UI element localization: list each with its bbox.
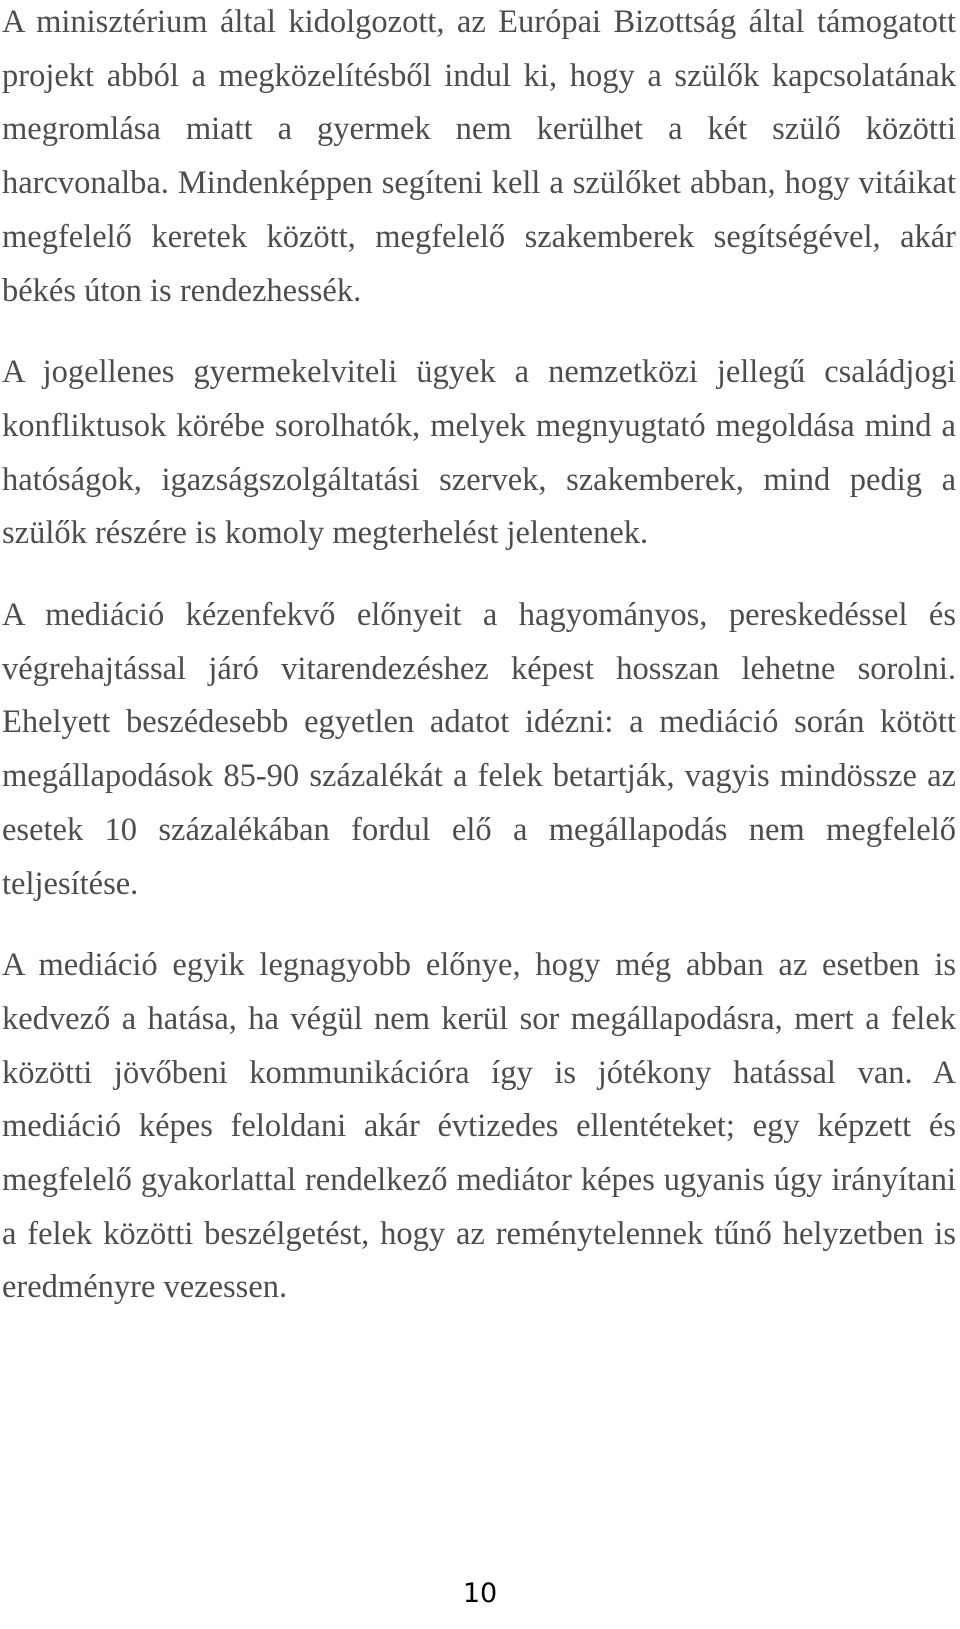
paragraph-4: A mediáció egyik legnagyobb előnye, hogy még abban az esetben is kedvező a hatása, ha végül nem kerül sor megállapodásra, mert a felek közötti jövőbeni kommunikációra így is jótékony hatással van. A mediáció képes feloldani akár évtizedes ellentéteket; egy képzett és megfelelő gyakorlattal rendelkező mediátor képes ugyanis úgy irányítani a felek közötti beszélgetést, hogy az reménytelennek tűnő helyzetben is eredményre vezessen. [2, 947, 956, 1306]
paragraph-1: A minisztérium által kidolgozott, az Európai Bizottság által támogatott projekt abból a megközelítésből indul ki, hogy a szülők kapcsolatának megromlása miatt a gyermek nem kerülhet a két szülő közötti harcvonalba. Mindenképpen segíteni kell a szülőket abban, hogy vitáikat megfelelő keretek között, megfelelő szakemberek segítségével, akár békés úton is rendezhessék. [2, 4, 956, 309]
paragraph-2: A jogellenes gyermekelviteli ügyek a nemzetközi jellegű családjogi konfliktusok körébe sorolhatók, melyek megnyugtató megoldása mind a hatóságok, igazságszolgáltatási szervek, szakemberek, mind pedig a szülők részére is komoly megterhelést jelentenek. [2, 354, 956, 552]
body-text [2, 0, 956, 1315]
page-number: 10 [462, 1578, 498, 1609]
paragraph-3: A mediáció kézenfekvő előnyeit a hagyományos, pereskedéssel és végrehajtással járó vitarendezéshez képest hosszan lehetne sorolni. Ehelyett beszédesebb egyetlen adatot idézni: a mediáció során kötött megállapodások 85-90 százalékát a felek betartják, vagyis mindössze az esetek 10 százalékában fordul elő a megállapodás nem megfelelő teljesítése. [2, 597, 956, 902]
